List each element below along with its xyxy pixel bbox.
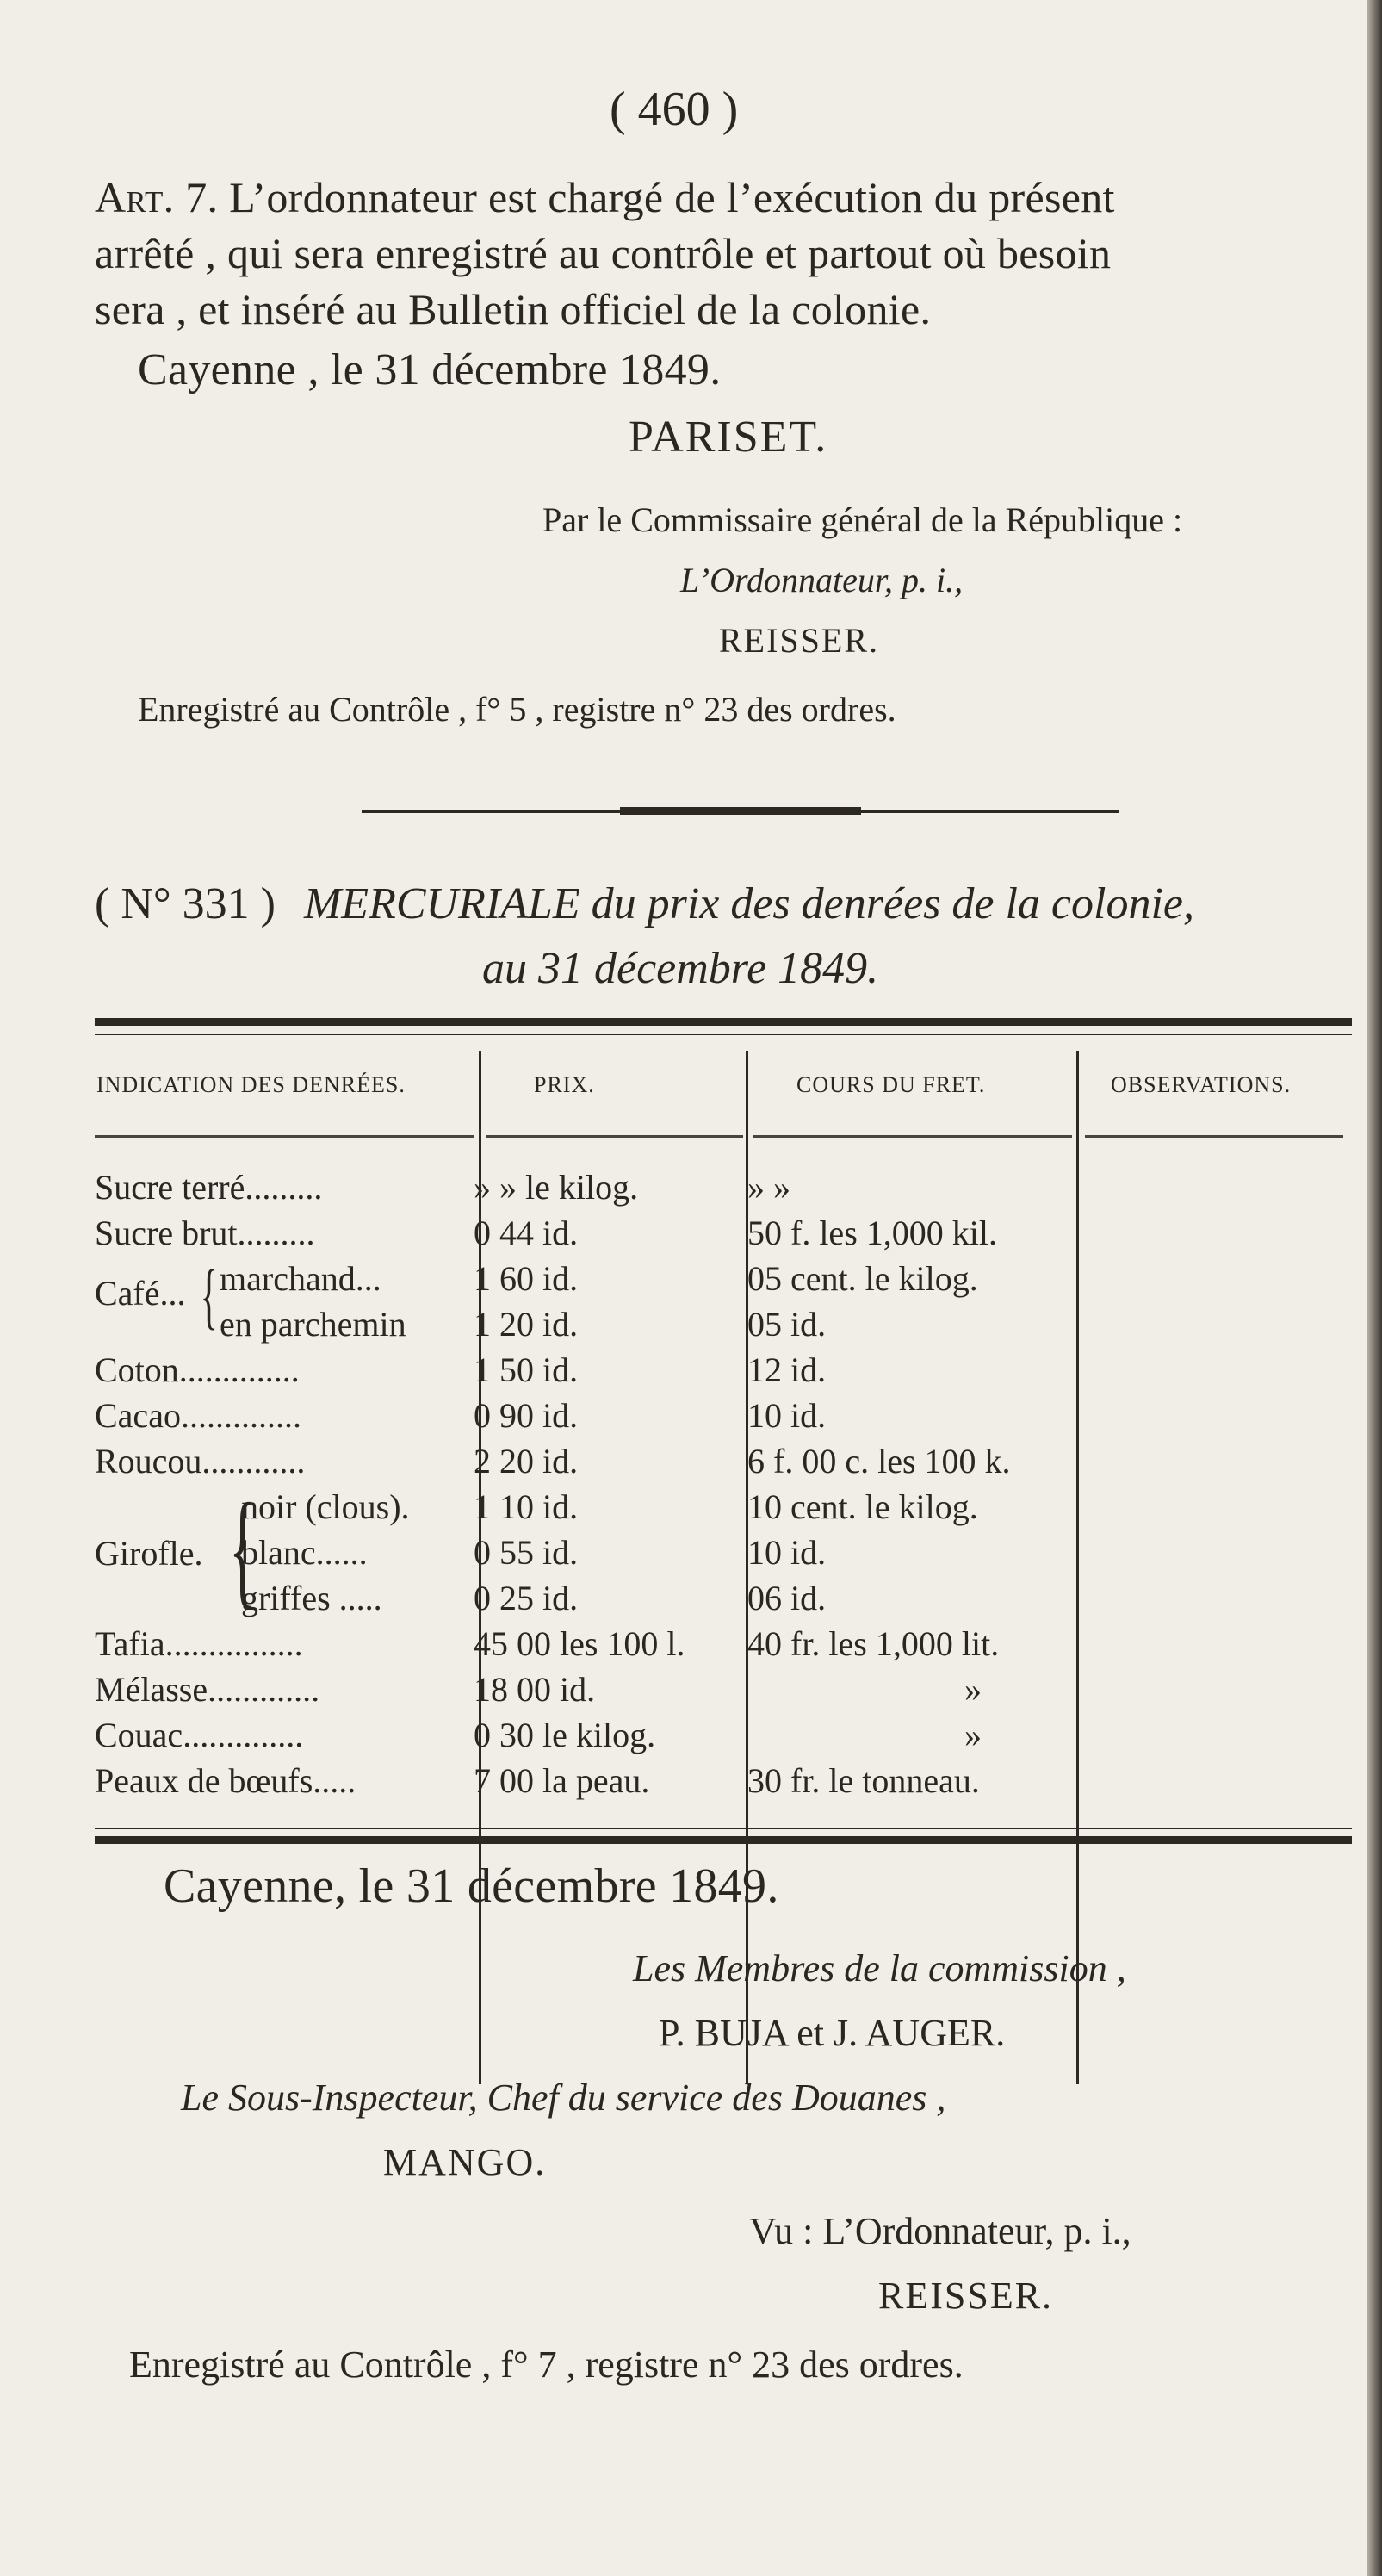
- cell-name: marchand...: [220, 1259, 381, 1298]
- binding-edge: [1367, 0, 1382, 2576]
- cell-name: Sucre brut.........: [95, 1214, 315, 1252]
- table-row: [95, 1578, 1352, 1623]
- table-row: [95, 1213, 1352, 1258]
- group-label-cafe: Café...: [95, 1274, 186, 1313]
- table-row: [95, 1167, 1352, 1213]
- cell-name: en parchemin: [220, 1305, 406, 1344]
- cell-price: 7 00 la peau.: [474, 1761, 650, 1800]
- cell-name: Coton..............: [95, 1350, 300, 1389]
- table-row: [95, 1487, 1352, 1532]
- table-row: [95, 1441, 1352, 1487]
- cell-name: Tafia................: [95, 1624, 303, 1663]
- cell-name: Peaux de bœufs.....: [95, 1761, 356, 1800]
- cell-price: 0 90 id.: [474, 1396, 579, 1435]
- ordonnateur-name: REISSER.: [719, 621, 880, 660]
- table-row: [95, 1760, 1352, 1806]
- header-underline-4: [1085, 1135, 1343, 1138]
- cell-fret: » »: [747, 1168, 790, 1207]
- header-underline-3: [753, 1135, 1072, 1138]
- page-number: ( 460 ): [610, 83, 739, 136]
- cell-price: 1 60 id.: [474, 1259, 579, 1298]
- first-date-line: Cayenne , le 31 décembre 1849.: [138, 345, 722, 394]
- cell-price: 0 44 id.: [474, 1214, 579, 1252]
- ordonnateur-role: L’Ordonnateur, p. i.,: [680, 561, 964, 599]
- cell-fret: »: [964, 1716, 982, 1754]
- inspector-line: Le Sous-Inspecteur, Chef du service des Douanes ,: [181, 2076, 946, 2119]
- table-row: [95, 1395, 1352, 1441]
- cell-name: Sucre terré.........: [95, 1168, 323, 1207]
- article-text-1: L’ordonnateur est chargé de l’exécution du présent: [229, 173, 1115, 221]
- header-observations: OBSERVATIONS.: [1111, 1072, 1292, 1097]
- table-row: [95, 1623, 1352, 1669]
- brace-cafe: {: [200, 1254, 218, 1337]
- header-underline-1: [95, 1135, 474, 1138]
- vu-name: REISSER.: [878, 2275, 1054, 2317]
- table-row: [95, 1258, 1352, 1304]
- table-row: [95, 1350, 1352, 1395]
- cell-price: 1 20 id.: [474, 1305, 579, 1344]
- cell-name: Mélasse.............: [95, 1670, 320, 1709]
- commission-members: P. BUJA et J. AUGER.: [659, 2012, 1006, 2054]
- cell-fret: »: [964, 1670, 982, 1709]
- brace-girofle: {: [228, 1477, 257, 1620]
- cell-price: 0 30 le kilog.: [474, 1716, 656, 1754]
- first-registration: Enregistré au Contrôle , f° 5 , registre n° 23 des ordres.: [138, 690, 896, 729]
- cell-price: 2 20 id.: [474, 1442, 579, 1480]
- cell-name: Couac..............: [95, 1716, 304, 1754]
- mercuriale-title: [95, 878, 1194, 929]
- cell-fret: 40 fr. les 1,000 lit.: [747, 1624, 1000, 1663]
- cell-fret: 50 f. les 1,000 kil.: [747, 1214, 997, 1252]
- table-row: [95, 1532, 1352, 1578]
- cell-name: griffes .....: [241, 1579, 382, 1617]
- header-prix: PRIX.: [534, 1072, 595, 1097]
- cell-name: noir (clous).: [241, 1487, 410, 1526]
- cell-fret: 05 id.: [747, 1305, 827, 1344]
- cell-name: Cacao..............: [95, 1396, 301, 1435]
- second-date-line: Cayenne, le 31 décembre 1849.: [164, 1859, 779, 1913]
- vu-line: Vu : L’Ordonnateur, p. i.,: [749, 2210, 1131, 2252]
- cell-fret: 6 f. 00 c. les 100 k.: [747, 1442, 1011, 1480]
- mercuriale-date: au 31 décembre 1849.: [482, 944, 879, 993]
- cell-fret: 05 cent. le kilog.: [747, 1259, 978, 1298]
- mercuriale-main: MERCURIALE du prix des denrées de la colonie,: [303, 879, 1194, 928]
- cell-price: 0 55 id.: [474, 1533, 579, 1572]
- cell-fret: 10 id.: [747, 1396, 827, 1435]
- cell-fret: 06 id.: [747, 1579, 827, 1617]
- header-fret: COURS DU FRET.: [796, 1072, 986, 1097]
- table-top-rule-thin: [95, 1034, 1352, 1035]
- group-label-girofle: Girofle.: [95, 1534, 203, 1573]
- commission-line: Les Membres de la commission ,: [633, 1947, 1126, 1989]
- article-label: Art. 7.: [95, 173, 219, 221]
- cell-fret: 10 cent. le kilog.: [747, 1487, 978, 1526]
- cell-fret: 12 id.: [747, 1350, 827, 1389]
- table-bottom-rule-thin: [95, 1828, 1352, 1829]
- inspector-name: MANGO.: [383, 2141, 547, 2183]
- article-line-1: [95, 172, 1115, 222]
- article-line-3: sera , et inséré au Bulletin officiel de la colonie.: [95, 285, 932, 333]
- cell-price: 0 25 id.: [474, 1579, 579, 1617]
- table-top-rule: [95, 1018, 1352, 1026]
- table-row: [95, 1669, 1352, 1715]
- cell-price: 18 00 id.: [474, 1670, 596, 1709]
- table-row: [95, 1715, 1352, 1760]
- cell-price: 1 10 id.: [474, 1487, 579, 1526]
- mercuriale-number: ( N° 331 ): [95, 879, 276, 928]
- cell-name: Roucou............: [95, 1442, 306, 1480]
- signatory-pariset: PARISET.: [629, 413, 828, 462]
- by-line: Par le Commissaire général de la République :: [542, 500, 1183, 539]
- second-registration: Enregistré au Contrôle , f° 7 , registre n° 23 des ordres.: [129, 2343, 964, 2386]
- cell-fret: 10 id.: [747, 1533, 827, 1572]
- cell-price: » » le kilog.: [474, 1168, 639, 1207]
- header-underline-2: [486, 1135, 743, 1138]
- table-row: [95, 1304, 1352, 1350]
- cell-price: 1 50 id.: [474, 1350, 579, 1389]
- header-denrees: INDICATION DES DENRÉES.: [96, 1072, 406, 1097]
- cell-name: blanc......: [241, 1533, 368, 1572]
- cell-price: 45 00 les 100 l.: [474, 1624, 685, 1663]
- table-bottom-rule: [95, 1836, 1352, 1844]
- section-divider-thick: [620, 807, 861, 815]
- cell-fret: 30 fr. le tonneau.: [747, 1761, 980, 1800]
- article-line-2: arrêté , qui sera enregistré au contrôle et partout où besoin: [95, 229, 1112, 277]
